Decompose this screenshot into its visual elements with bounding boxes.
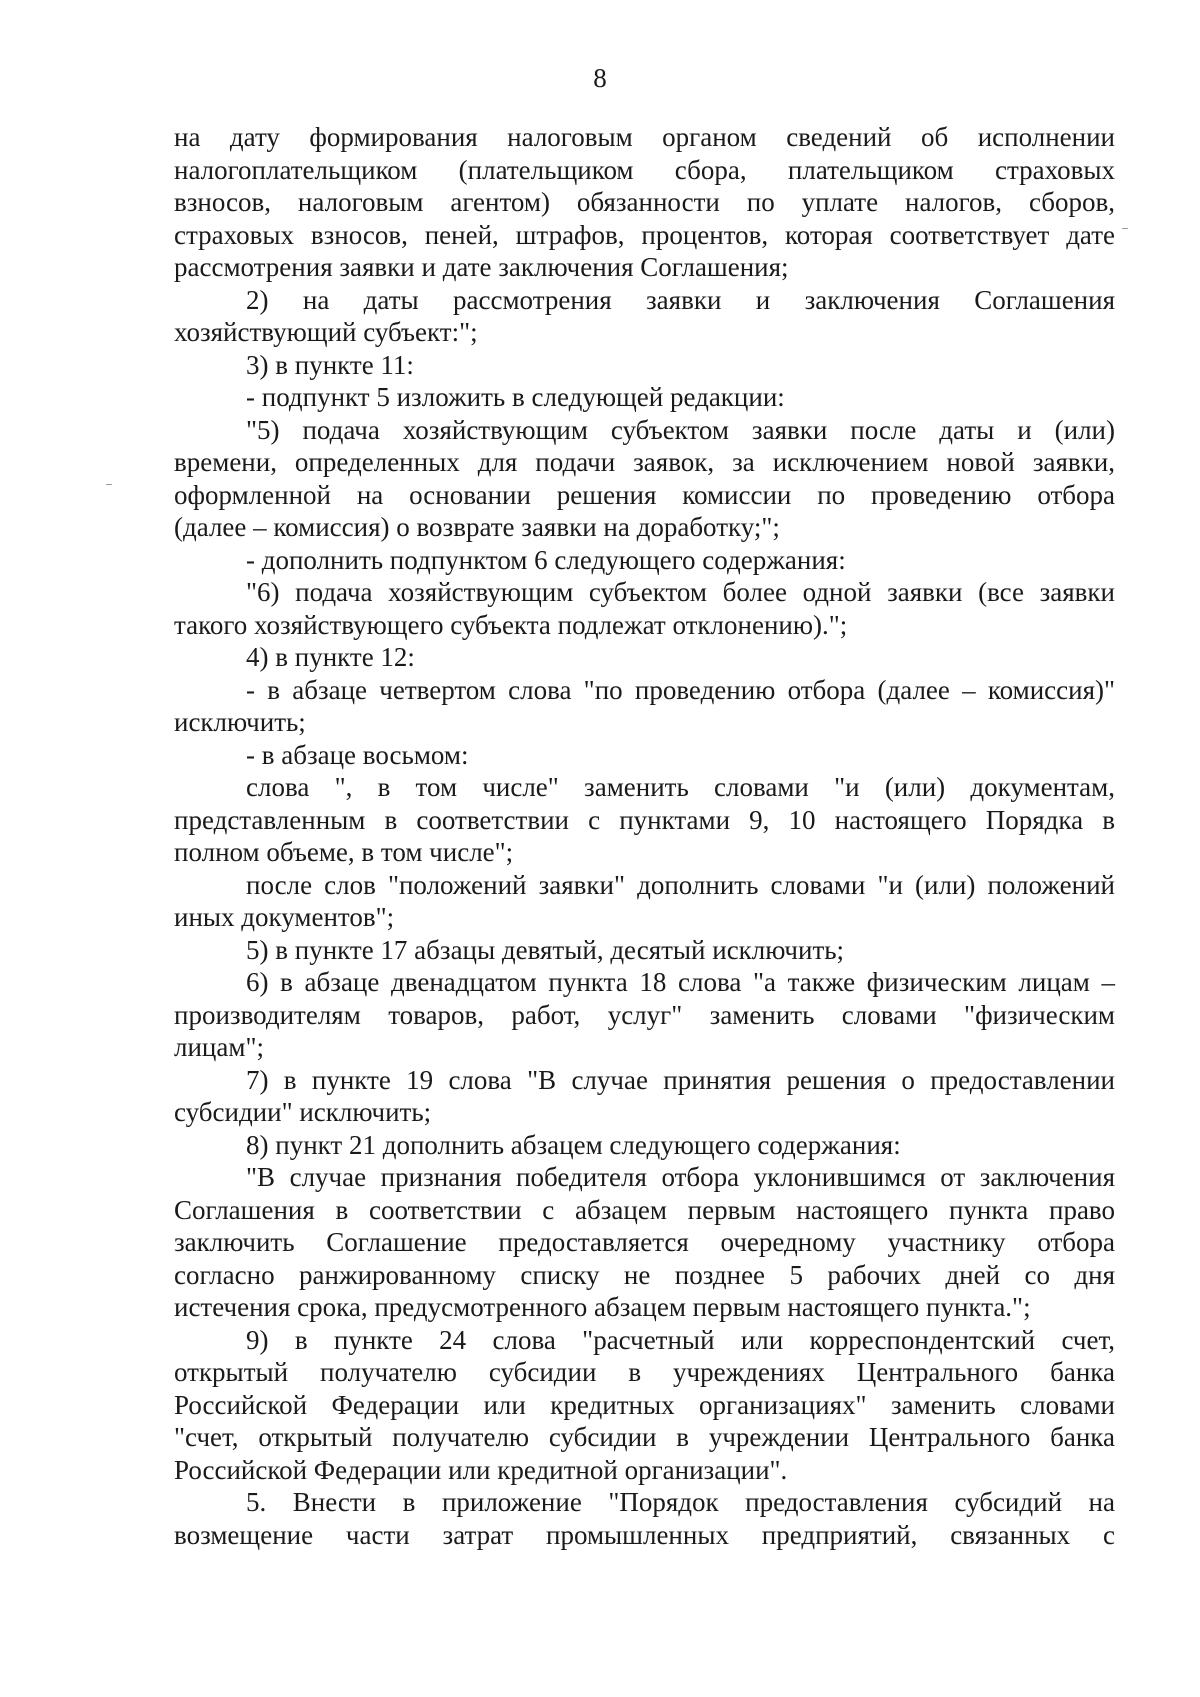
text-line: Российской Федерации или кредитных организациях" заменить словами [174,1389,1115,1420]
text-line: страховых взносов, пеней, штрафов, процентов, которая соответствует дате [174,219,1115,250]
text-line: заключить Соглашение предоставляется очередному участнику отбора [174,1227,1115,1257]
text-line: времени, определенных для подачи заявок, за исключением новой заявки, [174,447,1115,477]
text-line: взносов, налоговым агентом) обязанности по уплате налогов, сборов, [174,187,1115,217]
text-line: оформленной на основании решения комиссии по проведению отбора [174,479,1115,510]
text-line: производителям товаров, работ, услуг" заменить словами "физическим [174,999,1115,1030]
text-line: 9) в пункте 24 слова "расчетный или корреспондентский счет, [246,1324,1115,1355]
margin-mark [1122,228,1128,229]
text-line: 5. Внести в приложение "Порядок предоставления субсидий на [246,1487,1115,1517]
page-number: 8 [593,63,607,93]
text-line: представленным в соответствии с пунктами 9, 10 настоящего Порядка в [174,804,1115,835]
text-line: рассмотрения заявки и дате заключения Соглашения; [174,252,789,282]
text-line: субсидии" исключить; [174,1097,432,1127]
text-line: - подпункт 5 изложить в следующей редакции: [246,382,785,412]
document-body [174,121,1115,1551]
text-line: 3) в пункте 11: [246,349,414,380]
text-line: хозяйствующий субъект:"; [174,317,478,347]
text-line: иных документов"; [174,902,395,932]
text-line: 4) в пункте 12: [246,642,415,672]
text-line: полном объеме, в том числе"; [174,837,514,867]
text-line: истечения срока, предусмотренного абзацем первым настоящего пункта."; [174,1292,1031,1322]
text-line: - в абзаце восьмом: [246,739,469,770]
text-line: 7) в пункте 19 слова "В случае принятия решения о предоставлении [246,1064,1115,1095]
text-line: 2) на даты рассмотрения заявки и заключения Соглашения [246,284,1115,315]
text-line: такого хозяйствующего субъекта подлежат отклонению)."; [174,609,848,640]
text-line: 5) в пункте 17 абзацы девятый, десятый исключить; [246,934,845,965]
text-line: согласно ранжированному списку не позднее 5 рабочих дней со дня [174,1259,1115,1290]
text-line: после слов "положений заявки" дополнить словами "и (или) положений [246,869,1115,900]
text-line: "счет, открытый получателю субсидии в учреждении Центрального банка [174,1422,1115,1452]
text-line: исключить; [174,707,306,737]
text-line: Соглашения в соответствии с абзацем первым настоящего пункта право [174,1194,1115,1225]
text-line: на дату формирования налоговым органом сведений об исполнении [174,122,1115,152]
text-line: слова ", в том числе" заменить словами "и (или) документам, [246,772,1115,802]
text-line: "5) подача хозяйствующим субъектом заявки после даты и (или) [246,414,1115,445]
margin-mark [106,484,112,485]
text-line: открытый получателю субсидии в учреждениях Центрального банка [174,1357,1115,1387]
text-line: 8) пункт 21 дополнить абзацем следующего содержания: [246,1129,901,1160]
text-line: Российской Федерации или кредитной организации". [174,1454,788,1485]
text-line: - дополнить подпунктом 6 следующего содержания: [246,544,846,575]
text-line: (далее – комиссия) о возврате заявки на доработку;"; [174,512,780,542]
text-line: "6) подача хозяйствующим субъектом более одной заявки (все заявки [246,577,1115,607]
text-line: "В случае признания победителя отбора уклонившимся от заключения [246,1162,1115,1192]
text-line: 6) в абзаце двенадцатом пункта 18 слова "а также физическим лицам – [246,967,1115,997]
text-line: налогоплательщиком (плательщиком сбора, плательщиком страховых [174,154,1115,185]
text-line: возмещение части затрат промышленных предприятий, связанных с [174,1519,1115,1550]
text-line: лицам"; [174,1032,264,1062]
text-line: - в абзаце четвертом слова "по проведению отбора (далее – комиссия)" [246,674,1115,705]
